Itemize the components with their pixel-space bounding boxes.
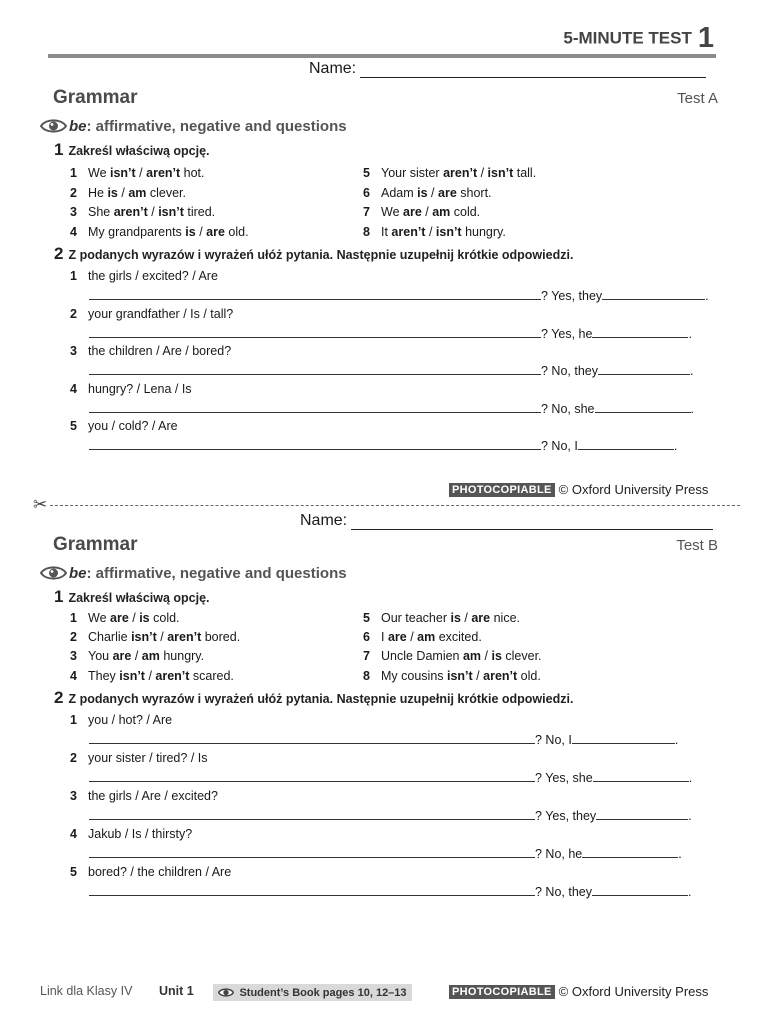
item-text: old. — [224, 224, 249, 239]
item-text: hungry. — [159, 649, 205, 664]
question-prompt — [70, 751, 207, 765]
short-answer-lead: ? Yes, they — [541, 289, 603, 303]
answer-line — [89, 287, 709, 303]
item-text: excited. — [435, 630, 482, 645]
topic-text: : affirmative, negative and questions — [86, 564, 347, 582]
item-text: We — [381, 205, 403, 219]
choice-item — [363, 225, 506, 239]
choice-option[interactable]: isn’t — [487, 166, 514, 180]
prompt-text: your grandfather / Is / tall? — [88, 306, 234, 321]
choice-option[interactable]: is — [450, 611, 461, 625]
item-number: 6 — [363, 630, 370, 645]
item-text: / — [128, 611, 140, 625]
short-answer-lead: ? Yes, she — [535, 771, 593, 785]
question-prompt — [70, 713, 172, 727]
item-number: 2 — [70, 630, 77, 645]
period: . — [687, 885, 692, 899]
item-number: 2 — [70, 185, 77, 200]
item-text: / — [156, 630, 168, 645]
short-answer-lead: ? Yes, they — [535, 809, 597, 823]
name-label: Name: — [309, 60, 357, 77]
item-number: 5 — [363, 611, 370, 625]
topic-keyword: be — [69, 117, 87, 135]
item-number: 5 — [70, 419, 77, 433]
exercise-number: 2 — [54, 244, 64, 263]
question-prompt — [70, 419, 178, 433]
students-book-pages: Student’s Book pages 10, 12–13 — [239, 986, 407, 999]
short-answer-blank[interactable] — [598, 362, 690, 375]
publisher-text: © Oxford University Press — [558, 482, 709, 497]
name-line[interactable] — [360, 63, 706, 78]
section-title-a: Grammar — [53, 87, 138, 108]
choice-option[interactable]: isn’t — [119, 668, 145, 683]
question-blank[interactable] — [89, 883, 535, 896]
exercise-number: 1 — [54, 140, 64, 159]
item-text: scared. — [189, 668, 234, 683]
test-label-a: Test A — [677, 90, 718, 107]
item-text: Our teacher — [381, 611, 451, 625]
exercise-instruction: Zakreśl właściwą opcję. — [68, 591, 210, 605]
choice-item — [70, 205, 215, 219]
choice-option[interactable]: is — [107, 185, 118, 200]
eye-icon — [40, 564, 67, 582]
item-number: 4 — [70, 668, 77, 683]
choice-option[interactable]: am — [432, 205, 451, 219]
item-number: 3 — [70, 789, 77, 803]
exercise-instruction: Z podanych wyrazów i wyrażeń ułóż pytania. Następnie uzupełnij krótkie odpowiedzi. — [68, 248, 574, 262]
photocopiable-badge: PHOTOCOPIABLE — [449, 483, 555, 497]
item-text: / — [472, 668, 484, 683]
choice-item — [70, 611, 180, 625]
exercise-2-heading-b — [54, 688, 573, 708]
question-prompt — [70, 382, 192, 396]
short-answer-blank[interactable] — [582, 845, 678, 858]
item-number: 2 — [70, 751, 77, 765]
item-text: They — [88, 668, 120, 683]
item-text: hot. — [180, 166, 205, 180]
item-number: 7 — [363, 649, 370, 664]
prompt-text: hungry? / Lena / Is — [88, 381, 192, 396]
choice-option[interactable]: are — [112, 649, 132, 664]
choice-option[interactable]: isn’t — [131, 630, 157, 645]
test-title: 5-MINUTE TEST — [563, 28, 692, 48]
question-blank[interactable] — [89, 400, 541, 413]
choice-option[interactable]: aren’t — [146, 166, 181, 180]
answer-line — [89, 769, 692, 785]
exercise-number: 1 — [54, 587, 64, 606]
question-prompt — [70, 307, 233, 321]
answer-line — [89, 731, 678, 747]
answer-line — [89, 362, 693, 378]
test-header-title — [563, 22, 714, 55]
choice-option[interactable]: am — [141, 649, 160, 664]
period: . — [689, 364, 694, 378]
choice-item — [70, 630, 240, 644]
choice-item — [70, 225, 249, 239]
item-text: nice. — [490, 611, 521, 625]
exercise-number: 2 — [54, 688, 64, 707]
unit-label: Unit 1 — [159, 984, 194, 998]
item-text: We — [88, 166, 110, 180]
item-text: Your sister — [381, 166, 444, 180]
topic-a — [40, 117, 347, 135]
answer-line — [89, 400, 694, 416]
period: . — [690, 401, 694, 416]
item-text: You — [88, 649, 113, 664]
answer-line — [89, 883, 691, 899]
choice-option[interactable]: aren’t — [113, 205, 148, 219]
item-text: We — [88, 611, 110, 625]
choice-option[interactable]: aren’t — [391, 224, 426, 239]
item-text: Uncle Damien — [381, 649, 463, 664]
choice-option[interactable]: aren’t — [443, 166, 478, 180]
item-text: I — [381, 630, 388, 645]
item-text: tired. — [183, 205, 216, 219]
choice-option[interactable]: are — [387, 630, 407, 645]
eye-icon — [40, 117, 67, 135]
short-answer-blank[interactable] — [592, 325, 688, 338]
item-number: 4 — [70, 827, 77, 841]
item-text: My grandparents — [88, 224, 186, 239]
item-number: 1 — [70, 166, 77, 180]
question-prompt — [70, 865, 231, 879]
item-number: 7 — [363, 205, 370, 219]
choice-option[interactable]: are — [403, 205, 422, 219]
answer-line — [89, 807, 692, 823]
item-number: 5 — [363, 166, 370, 180]
item-text: She — [88, 205, 114, 219]
header-rule — [48, 54, 716, 58]
item-text: old. — [517, 668, 541, 683]
choice-item — [363, 649, 542, 663]
item-text: cold. — [450, 205, 481, 219]
students-book-reference — [213, 984, 412, 1001]
item-text: / — [195, 224, 207, 239]
choice-option[interactable]: aren’t — [483, 668, 518, 683]
question-prompt — [70, 827, 192, 841]
course-name: Link dla Klasy IV — [40, 984, 133, 998]
choice-option[interactable]: aren’t — [167, 630, 202, 645]
name-field-b[interactable] — [300, 512, 713, 530]
period: . — [705, 289, 709, 303]
question-blank[interactable] — [89, 769, 535, 782]
choice-item — [70, 649, 204, 663]
choice-option[interactable]: are — [110, 611, 129, 625]
choice-item — [70, 166, 205, 180]
answer-line — [89, 845, 682, 861]
item-text: / — [427, 185, 438, 200]
short-answer-lead: ? No, I — [535, 733, 572, 747]
item-text: Adam — [381, 185, 418, 200]
item-number: 3 — [70, 344, 77, 358]
short-answer-lead: ? No, they — [541, 364, 598, 378]
question-blank[interactable] — [89, 287, 541, 300]
item-text: / — [135, 166, 147, 180]
choice-option[interactable]: is — [417, 185, 428, 200]
item-text: / — [460, 611, 472, 625]
item-text: / — [144, 668, 156, 683]
prompt-text: the girls / Are / excited? — [88, 789, 218, 803]
item-number: 1 — [70, 713, 77, 727]
item-number: 3 — [70, 205, 77, 219]
item-text: cold. — [149, 611, 180, 625]
choice-option[interactable]: aren’t — [155, 668, 190, 683]
section-title-b: Grammar — [53, 534, 138, 555]
scissors-icon: ✂ — [33, 495, 48, 514]
item-text: My cousins — [381, 668, 447, 683]
question-prompt — [70, 789, 218, 803]
photocopiable-badge: PHOTOCOPIABLE — [449, 985, 555, 999]
exercise-instruction: Zakreśl właściwą opcję. — [68, 144, 210, 158]
answer-line — [89, 325, 692, 341]
short-answer-lead: ? Yes, he — [541, 326, 593, 341]
prompt-text: you / hot? / Are — [88, 713, 173, 727]
prompt-text: Jakub / Is / thirsty? — [88, 827, 193, 841]
choice-option[interactable]: am — [417, 630, 436, 645]
item-number: 6 — [363, 185, 370, 200]
short-answer-blank[interactable] — [572, 731, 675, 744]
item-text: / — [117, 185, 129, 200]
choice-option[interactable]: am — [128, 185, 147, 200]
item-number: 3 — [70, 649, 77, 664]
photocopiable-notice-b — [449, 984, 708, 999]
question-prompt — [70, 344, 231, 358]
eye-icon — [218, 987, 234, 998]
item-number: 8 — [363, 668, 370, 683]
item-text: short. — [456, 185, 492, 200]
item-text: / — [406, 630, 418, 645]
item-text: hungry. — [461, 224, 506, 239]
item-text: / — [477, 166, 488, 180]
item-text: / — [421, 205, 433, 219]
prompt-text: you / cold? / Are — [88, 419, 178, 433]
item-text: It — [381, 224, 392, 239]
choice-item — [70, 186, 186, 200]
item-text: clever. — [146, 185, 186, 200]
exercise-1-heading-b — [54, 587, 210, 607]
question-blank[interactable] — [89, 362, 541, 375]
answer-line — [89, 437, 677, 453]
item-number: 2 — [70, 306, 77, 321]
period: . — [673, 439, 678, 453]
choice-option[interactable]: isn’t — [447, 668, 473, 683]
item-text: He — [88, 185, 108, 200]
choice-option[interactable]: isn’t — [110, 166, 136, 180]
name-label: Name: — [300, 512, 348, 529]
item-number: 1 — [70, 611, 77, 625]
choice-option[interactable]: is — [185, 224, 196, 239]
publisher-text: © Oxford University Press — [558, 984, 709, 999]
short-answer-blank[interactable] — [593, 769, 689, 782]
question-blank[interactable] — [89, 807, 535, 820]
question-blank[interactable] — [89, 325, 541, 338]
short-answer-lead: ? No, he — [535, 847, 583, 861]
test-number: 1 — [697, 22, 714, 54]
prompt-text: bored? / the children / Are — [88, 865, 232, 879]
exercise-2-heading-a — [54, 244, 573, 264]
item-text: clever. — [501, 649, 542, 664]
item-text: Charlie — [88, 630, 132, 645]
question-blank[interactable] — [89, 437, 541, 450]
short-answer-blank[interactable] — [578, 437, 674, 450]
short-answer-blank[interactable] — [592, 883, 688, 896]
short-answer-lead: ? No, I — [541, 439, 578, 453]
item-number: 8 — [363, 224, 370, 239]
item-number: 4 — [70, 224, 77, 239]
name-line[interactable] — [351, 515, 713, 530]
choice-option[interactable]: are — [471, 611, 491, 625]
question-prompt — [70, 269, 218, 283]
short-answer-blank[interactable] — [596, 807, 688, 820]
choice-option[interactable]: are — [438, 185, 457, 200]
topic-b — [40, 564, 347, 582]
choice-item — [363, 186, 492, 200]
choice-item — [70, 669, 234, 683]
choice-option[interactable]: is — [491, 649, 502, 664]
prompt-text: the girls / excited? / Are — [88, 269, 218, 283]
topic-text: : affirmative, negative and questions — [86, 117, 347, 135]
item-number: 1 — [70, 269, 77, 283]
prompt-text: your sister / tired? / Is — [88, 751, 208, 765]
exercise-1-heading-a — [54, 140, 210, 160]
cut-line — [50, 505, 740, 506]
topic-keyword: be — [69, 564, 87, 582]
item-number: 5 — [70, 865, 77, 879]
period: . — [688, 809, 692, 823]
choice-option[interactable]: am — [462, 649, 482, 664]
item-text: / — [481, 649, 492, 664]
name-field-a[interactable] — [309, 60, 706, 78]
choice-item — [363, 669, 541, 683]
choice-option[interactable]: isn’t — [158, 205, 184, 219]
choice-option[interactable]: are — [206, 224, 225, 239]
short-answer-lead: ? No, she — [541, 401, 595, 416]
short-answer-blank[interactable] — [595, 400, 691, 413]
item-text: / — [131, 649, 142, 664]
period: . — [688, 771, 693, 785]
period: . — [688, 326, 692, 341]
item-text: / — [147, 205, 159, 219]
choice-item — [363, 205, 480, 219]
prompt-text: the children / Are / bored? — [88, 344, 232, 358]
test-label-b: Test B — [676, 537, 718, 554]
item-text: / — [425, 224, 436, 239]
question-blank[interactable] — [89, 845, 535, 858]
exercise-instruction: Z podanych wyrazów i wyrażeń ułóż pytania. Następnie uzupełnij krótkie odpowiedzi. — [68, 692, 574, 706]
period: . — [674, 733, 679, 747]
item-text: bored. — [201, 630, 241, 645]
choice-item — [363, 630, 482, 644]
choice-option[interactable]: is — [139, 611, 150, 625]
item-number: 4 — [70, 381, 77, 396]
short-answer-blank[interactable] — [602, 287, 705, 300]
period: . — [678, 847, 682, 861]
short-answer-lead: ? No, they — [535, 885, 592, 899]
photocopiable-notice-a — [449, 482, 708, 497]
choice-option[interactable]: isn’t — [435, 224, 462, 239]
item-text: tall. — [513, 166, 537, 180]
question-blank[interactable] — [89, 731, 535, 744]
choice-item — [363, 611, 520, 625]
choice-item — [363, 166, 536, 180]
